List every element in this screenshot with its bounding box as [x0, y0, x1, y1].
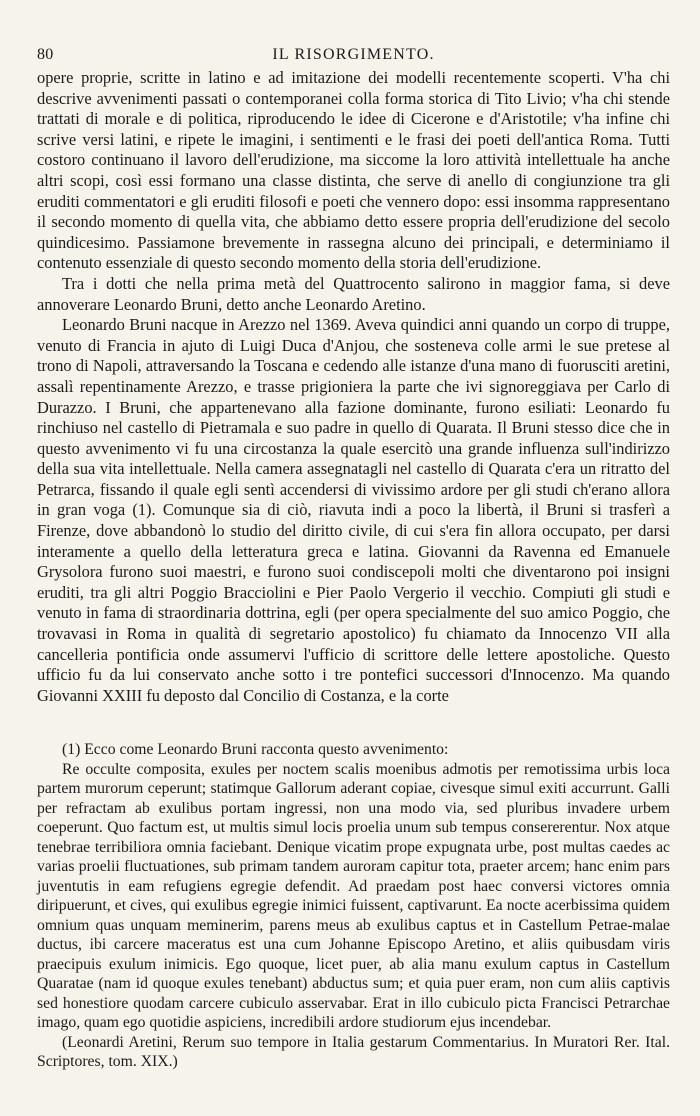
footnote-section — [37, 740, 670, 1072]
body-paragraph: opere proprie, scritte in latino e ad imitazione dei modelli recentemente scoperti. V'ha chi descrive avvenimenti passati o contemporanei colla forma storica di Tito Livio; v'ha chi stende trattati di morale e di politica, riproducendo le idee di Cicerone e d'Aristotile; v'ha infine chi scrive versi latini, e ripete le imagini, i sentimenti e le frasi dei poeti dell'antica Roma. Tutti costoro continuano il lavoro dell'erudizione, ma siccome la loro attività intellettuale ha anche altri scopi, così essi formano una classe distinta, che serve di anello di congiunzione tra gli eruditi commentatori e gli eruditi filosofi e poeti che vennero dopo: essi insomma rappresentano il secondo momento di quella vita, che abbiamo detto essere propria dell'erudizione del secolo quindicesimo. Passiamone brevemente in rassegna alcuno dei principali, e determiniamo il contenuto essenziale di questo secondo momento della storia dell'erudizione. — [37, 68, 670, 273]
footnote-citation: (Leonardi Aretini, Rerum suo tempore in Italia gestarum Commentarius. In Muratori Rer. Ital. Scriptores, tom. XIX.) — [37, 1033, 670, 1071]
page-number: 80 — [37, 46, 54, 63]
footnote-intro: (1) Ecco come Leonardo Bruni racconta questo avvenimento: — [62, 741, 449, 759]
main-text — [37, 68, 670, 706]
footnote-quotation: Re occulte composita, exules per noctem scalis moenibus admotis per remotissima urbis loca partem murorum ceperunt; statimque Gallorum aderant copiae, civesque simul exiti accurrunt. Galli per refractam ab exulibus portam ingressi, non una modo via, sed pluribus invadere urbem coeperunt. Quo factum est, ut multis simul locis proelia unum sub tempus consererentur. Nox atque tenebrae terribiliora omnia faciebant. Denique vicatim prope expugnata urbe, post multas caedes ac varias proelii fluctuationes, sub primam tandem auroram capitur tota, praeter arcem; hanc enim pars juventutis in eam refugiens egregie defendit. Ad praedam post haec conversi victores omnia diripuerunt, et cives, qui exulibus egregie inimici fuissent, captivarunt. Ea nocte acerbissima quidem omnium quas unquam meminerim, parens meus ab exulibus captus et in Castellum Petrae-malae ductus, ibi carcere maceratus est una cum Johanne Episcopo Aretino, et aliis quibusdam viris praecipuis exulum inimicis. Ego quoque, licet puer, ab alia manu exulum captus in Castellum Quaratae (nam id quoque exules tenebant) abductus sum; et quia puer eram, non cum aliis captivis sed honestiore quodam carcere cubiculo asservabar. Erat in illo cubiculo picta Francisci Petrarchae imago, quam ego quotidie aspiciens, incredibili ardore studiorum ejus incendebar. — [37, 760, 670, 1032]
body-paragraph: Leonardo Bruni nacque in Arezzo nel 1369. Aveva quindici anni quando un corpo di truppe, venuto di Francia in ajuto di Luigi Duca d'Anjou, che sosteneva colle armi le sue pretese al trono di Napoli, attraversando la Toscana e cedendo alle istanze d'una mano di fuorusciti aretini, assalì repentinamente Arezzo, e trasse prigioniera la parte che ivi signoreggiava per Carlo di Durazzo. I Bruni, che appartenevano alla fazione dominante, furono esiliati: Leonardo fu rinchiuso nel castello di Pietramala e suo padre in quello di Quarata. Il Bruni stesso dice che in questo avvenimento vi fu una circostanza la quale esercitò una grande influenza sull'indirizzo della sua vita intellettuale. Nella camera assegnatagli nel castello di Quarata c'era un ritratto del Petrarca, fissando il quale egli sentì accendersi di vivissimo ardore per gli studi ch'erano allora in gran voga (1). Comunque sia di ciò, riavuta indi a poco la libertà, il Bruni si trasferì a Firenze, dove abbandonò lo studio del diritto civile, di cui s'era fin allora occupato, per darsi interamente a quello della letteratura greca e latina. Giovanni da Ravenna ed Emanuele Grysolora furono suoi maestri, e furono suoi condiscepoli molti che diventarono poi insigni eruditi, tra gli altri Poggio Bracciolini e Pier Paolo Vergerio il vecchio. Compiuti gli studi e venuto in fama di straordinaria dottrina, egli (per opera specialmente del suo amico Poggio, che trovavasi in Roma in qualità di segretario apostolico) fu chiamato da Innocenzo VII alla cancelleria pontificia onde assumervi l'ufficio di scrittore delle lettere apostoliche. Questo ufficio fu da lui conservato anche sotto i tre pontefici successori d'Innocenzo. Ma quando Giovanni XXIII fu deposto dal Concilio di Costanza, e la corte — [37, 315, 670, 705]
body-paragraph: Tra i dotti che nella prima metà del Quattrocento salirono in maggior fama, si deve annoverare Leonardo Bruni, detto anche Leonardo Aretino. — [37, 273, 670, 314]
running-header — [37, 46, 670, 68]
running-title: IL RISORGIMENTO. — [272, 46, 435, 63]
